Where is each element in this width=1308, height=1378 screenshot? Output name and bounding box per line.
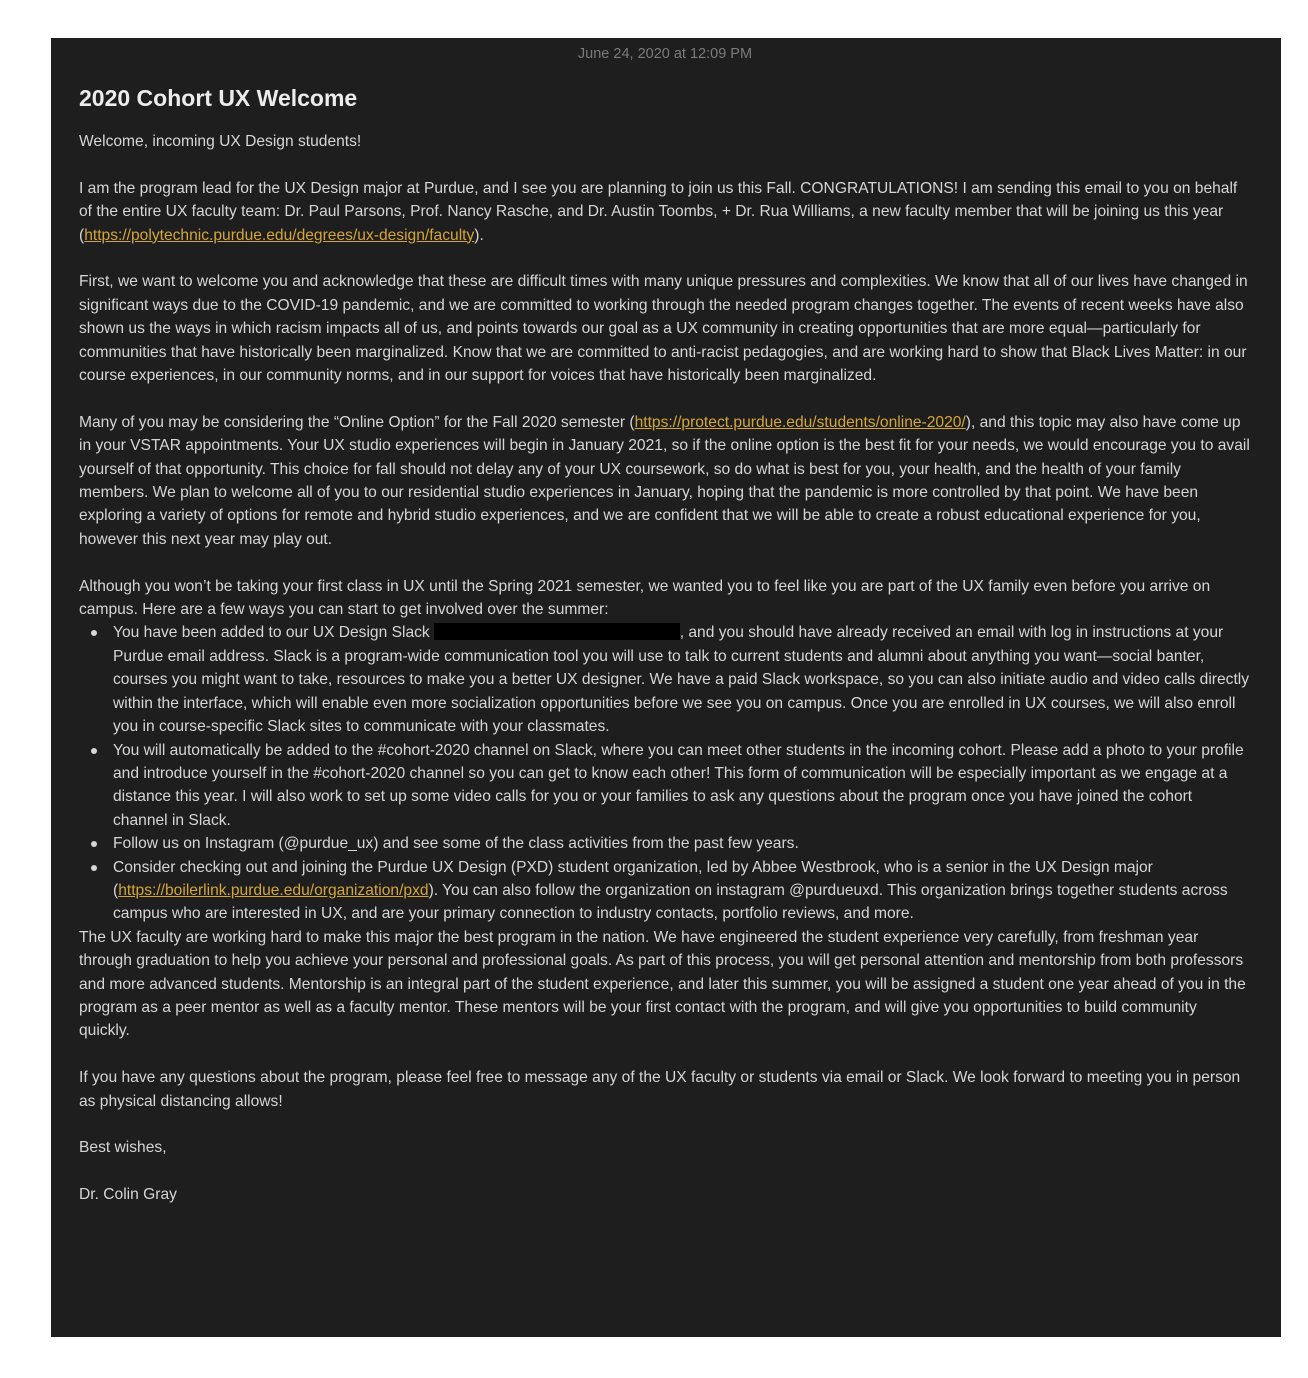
email-closing: Best wishes,: [79, 1139, 167, 1157]
email-subject: 2020 Cohort UX Welcome: [79, 85, 358, 111]
email-signature: Dr. Colin Gray: [79, 1186, 177, 1204]
email-paragraph-questions: If you have any questions about the program, please feel free to message any of the UX faculty or students via email or Slack. We look forward to meeting you in person as physical distancing allows!: [79, 1069, 1241, 1110]
list-item-text: Follow us on Instagram (@purdue_ux) and see some of the class activities from the past few years.: [113, 835, 799, 853]
email-timestamp: June 24, 2020 at 12:09 PM: [577, 46, 753, 62]
pxd-organization-link[interactable]: https://boilerlink.purdue.edu/organization/pxd: [118, 881, 429, 899]
bullet-icon: [91, 865, 97, 871]
list-item-cohort-channel: [113, 739, 1251, 833]
bullet-icon: [91, 630, 97, 636]
involvement-list: [79, 621, 1251, 925]
paragraph-text: I am the program lead for the UX Design major at Purdue, and I see you are planning to join us this Fall. CONGRATULATIONS! I am sending this email to you on behalf of the entire UX faculty team: Dr. Paul Parsons, Prof. Nancy Rasche, and Dr. Austin Toombs, + Dr. Rua Williams, a new faculty member that will be joining us this year (: [79, 179, 1238, 244]
list-item-text: Consider checking out and joining the Purdue UX Design (PXD) student organization, led by Abbee Westbrook, who is a senior in the UX Design major (: [113, 858, 1153, 899]
list-item-text: , and you should have already received an email with log in instructions at your Purdue email address. Slack is a program-wide communication tool you will use to talk to current students and alumni about anything you want—social banter, courses you might want to take, resources to make you a better UX designer. We have a paid Slack workspace, so you can also initiate audio and video calls directly within the interface, which will enable even more socialization opportunities before we see you on campus. Once you are enrolled in UX courses, we will also enroll you in course-specific Slack sites to communicate with your classmates.: [113, 624, 1250, 736]
bullet-icon: [91, 748, 97, 754]
list-item-instagram: [113, 832, 1251, 855]
list-item-text: You have been added to our UX Design Slack: [113, 624, 430, 642]
email-greeting: Welcome, incoming UX Design students!: [79, 133, 362, 150]
list-item-text: ). You can also follow the organization on instagram @purdueuxd. This organization brings together students across campus who are interested in UX, and are your primary connection to industry contacts, portfolio reviews, and more.: [113, 881, 1228, 923]
list-item-text: You will automatically be added to the #cohort-2020 channel on Slack, where you can meet other students in the incoming cohort. Please add a photo to your profile and introduce yourself in the #cohort-2020 channel so you can get to know each other! This form of communication will be especially important as we engage at a distance this year. I will also work to set up some video calls for you or your families to ask any questions about the program once you have joined the cohort channel in Slack.: [113, 741, 1244, 829]
list-item-slack: [113, 621, 1251, 738]
email-paragraph-welcome: First, we want to welcome you and acknowledge that these are difficult times with many unique pressures and complexities. We know that all of our lives have changed in significant ways due to the COVID-19 pandemic, and we are committed to working through the needed program changes together. The events of recent weeks have also shown us the ways in which racism impacts all of us, and points towards our goal as a UX community in creating opportunities that are more equal—particularly for communities that have historically been marginalized. Know that we are committed to anti-racist pedagogies, and are working hard to show that Black Lives Matter: in our course experiences, in our community norms, and in our support for voices that have historically been marginalized.: [79, 273, 1248, 385]
online-2020-link[interactable]: https://protect.purdue.edu/students/online-2020/: [634, 413, 966, 431]
email-paragraph-online-option: [79, 411, 1251, 551]
email-body: [79, 130, 1251, 1207]
bullet-icon: [91, 841, 97, 847]
email-message-window: [51, 38, 1281, 1337]
email-paragraph-get-involved: Although you won’t be taking your first class in UX until the Spring 2021 semester, we wanted you to feel like you are part of the UX family even before you arrive on campus. Here are a few ways you can start to get involved over the summer:: [79, 577, 1211, 619]
email-paragraph-mentorship: The UX faculty are working hard to make this major the best program in the nation. We have engineered the student experience very carefully, from freshman year through graduation to help you achieve your personal and professional goals. As part of this process, you will get personal attention and mentorship from both professors and more advanced students. Mentorship is an integral part of the student experience, and later this summer, you will be assigned a student one year ahead of you in the program as a peer mentor as well as a faculty mentor. These mentors will be your first contact with the program, and will give you opportunities to build community quickly.: [79, 928, 1246, 1040]
list-item-pxd-organization: [113, 856, 1251, 926]
redacted-block: [434, 623, 680, 640]
paragraph-text: ).: [474, 226, 484, 244]
email-paragraph-intro: [79, 177, 1251, 247]
paragraph-text: Many of you may be considering the “Online Option” for the Fall 2020 semester (: [79, 413, 635, 431]
faculty-link[interactable]: https://polytechnic.purdue.edu/degrees/ux-design/faculty: [84, 226, 475, 244]
paragraph-text: ), and this topic may also have come up in your VSTAR appointments. Your UX studio experiences will begin in January 2021, so if the online option is the best fit for your needs, we would encourage you to avail yourself of that opportunity. This choice for fall should not delay any of your UX coursework, so do what is best for you, your health, and the health of your family members. We plan to welcome all of you to our residential studio experiences in January, hoping that the pandemic is more controlled by that point. We have been exploring a variety of options for remote and hybrid studio experiences, and we are confident that we will be able to create a robust educational experience for you, however this next year may play out.: [79, 413, 1250, 548]
